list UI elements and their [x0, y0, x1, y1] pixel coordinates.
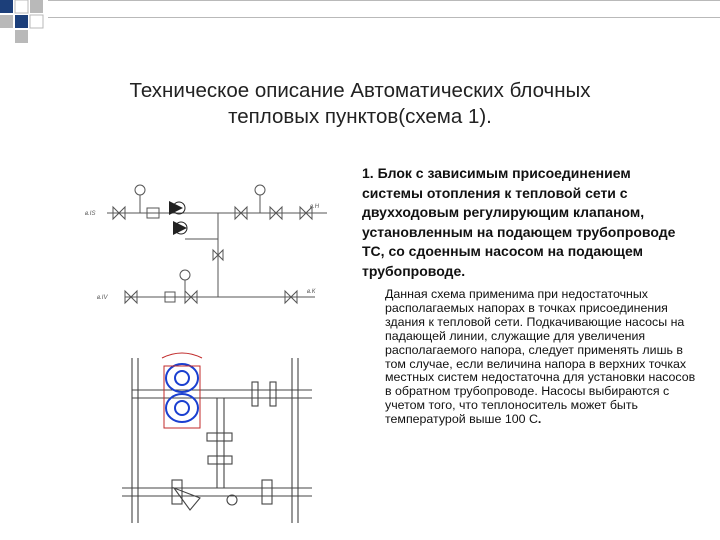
corner-square-gray	[0, 15, 13, 28]
heat-unit-schematic	[85, 175, 340, 315]
schematic-label: в.IS	[85, 211, 96, 217]
corner-square-dark	[15, 15, 28, 28]
corner-square-dark	[0, 0, 13, 13]
slide-title	[60, 78, 660, 130]
corner-square-gray	[15, 30, 28, 43]
heat-unit-3d-drawing	[112, 338, 332, 523]
corner-square-gray	[30, 0, 43, 13]
schematic-label: в.Н	[310, 204, 320, 210]
description-end: .	[537, 412, 542, 427]
corner-square-light	[15, 0, 28, 13]
scheme-heading: 1. Блок с зависимым присоединением системы отопления к тепловой сети с двухходовым регулирующим клапаном, установленным на подающем трубопроводе ТС, со сдоенным насосом на подающем трубопроводе.	[362, 165, 676, 279]
title-line-1: Техническое описание Автоматических блочных	[129, 79, 591, 102]
schematic-label: в.IV	[97, 295, 108, 301]
top-rule	[48, 0, 720, 1]
dual-pump-icon	[166, 364, 198, 422]
corner-squares-decoration	[0, 0, 60, 50]
top-rule	[48, 17, 720, 18]
corner-square-light	[30, 15, 43, 28]
schematic-label: в.К	[307, 289, 316, 295]
description-text: Данная схема применима при недостаточных располагаемых напорах в точках присоединения здания к тепловой сети. Подкачивающие насосы на падающей линии, служащие для увеличения располагаемого напора, следует применять лишь в том случае, если величина напора в верхних точках местных систем недостаточна для установки насосов в обратном трубопроводе. Насосы выбираются с учетом того, что теплоноситель может быть температурой выше 100 С	[385, 287, 696, 427]
title-line-2: тепловых пунктов(схема 1).	[228, 105, 492, 128]
scheme-description	[385, 288, 705, 427]
